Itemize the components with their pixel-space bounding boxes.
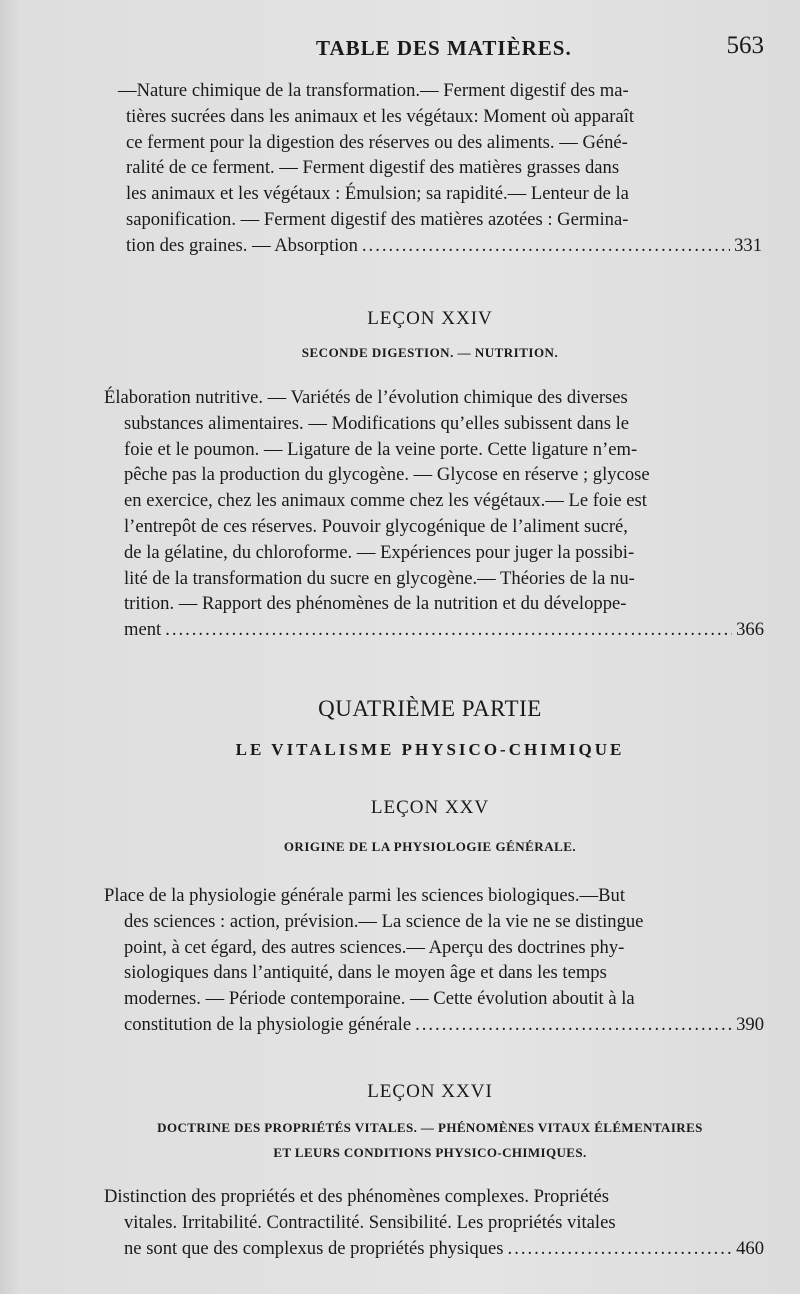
text-line: les animaux et les végétaux : Émulsion; sa rapidité.— Lenteur de la <box>126 183 629 205</box>
text-line: ralité de ce ferment. — Ferment digestif des matières grasses dans <box>126 157 620 179</box>
subheading-line: DOCTRINE DES PROPRIÉTÉS VITALES. — PHÉNOMÈNES VITAUX ÉLÉMENTAIRES <box>157 1120 703 1135</box>
text-line: lité de la transformation du sucre en glycogène.— Théories de la nu- <box>124 567 635 589</box>
text-line: tières sucrées dans les animaux et les végétaux: Moment où apparaît <box>126 105 635 127</box>
text-line: pêche pas la production du glycogène. — Glycose en réserve ; glycose <box>124 464 650 486</box>
lecon-heading: LEÇON XXV <box>370 797 490 818</box>
subheading-line: ET LEURS CONDITIONS PHYSICO-CHIMIQUES. <box>273 1145 587 1160</box>
text-line: vitales. Irritabilité. Contractilité. Sensibilité. Les propriétés vitales <box>124 1211 616 1233</box>
part-subheading: LE VITALISME PHYSICO-CHIMIQUE <box>235 740 625 759</box>
text-line: des sciences : action, prévision.— La science de la vie ne se distingue <box>124 910 644 932</box>
page-reference: 390 <box>736 1013 764 1035</box>
toc-line-with-page <box>104 617 764 643</box>
text-line: siologiques dans l’antiquité, dans le moyen âge et dans les temps <box>124 962 607 984</box>
dot-leader <box>362 233 730 259</box>
toc-entry-continuation <box>118 78 762 259</box>
text-line: ne sont que des complexus de propriétés physiques <box>124 1237 504 1259</box>
toc-line-with-page <box>126 233 762 259</box>
part-heading: QUATRIÈME PARTIE <box>318 696 542 721</box>
toc-line-with-page <box>104 1236 764 1262</box>
lecon-subheading: ORIGINE DE LA PHYSIOLOGIE GÉNÉRALE. <box>283 839 577 854</box>
dot-leader <box>508 1236 733 1262</box>
lecon-heading: LEÇON XXIV <box>367 308 493 329</box>
text-line: trition. — Rapport des phénomènes de la nutrition et du développe- <box>124 593 627 615</box>
text-line: constitution de la physiologie générale <box>124 1013 412 1035</box>
dot-leader <box>165 617 732 643</box>
text-line: Place de la physiologie générale parmi les sciences biologiques.—But <box>104 885 625 906</box>
toc-entry-lecon-26 <box>104 1184 764 1261</box>
text-line: l’entrepôt de ces réserves. Pouvoir glycogénique de l’aliment sucré, <box>124 515 628 537</box>
text-line: Distinction des propriétés et des phénomènes complexes. Propriétés <box>104 1186 610 1207</box>
text-line: saponification. — Ferment digestif des matières azotées : Germina- <box>126 208 629 230</box>
text-line: ce ferment pour la digestion des réserves ou des aliments. — Géné- <box>126 131 628 153</box>
text-line: modernes. — Période contemporaine. — Cette évolution aboutit à la <box>124 988 635 1010</box>
text-line: substances alimentaires. — Modifications qu’elles subissent dans le <box>124 412 630 434</box>
toc-entry-lecon-24 <box>104 385 764 643</box>
text-line: ment <box>124 619 162 641</box>
page-reference: 331 <box>734 234 762 256</box>
page-reference: 460 <box>736 1237 764 1259</box>
text-line: —Nature chimique de la transformation.— Ferment digestif des ma- <box>118 80 629 101</box>
text-line: foie et le poumon. — Ligature de la veine porte. Cette ligature n’em- <box>124 438 638 460</box>
text-line: de la gélatine, du chloroforme. — Expériences pour juger la possibi- <box>124 541 635 563</box>
running-header <box>0 32 800 66</box>
text-line: tion des graines. — Absorption <box>126 234 358 256</box>
text-line: point, à cet égard, des autres sciences.— Aperçu des doctrines phy- <box>124 936 625 958</box>
toc-line-with-page <box>104 1012 764 1038</box>
page-number: 563 <box>726 32 764 59</box>
lecon-subheading: SECONDE DIGESTION. — NUTRITION. <box>301 345 559 360</box>
text-line: en exercice, chez les animaux comme chez les végétaux.— Le foie est <box>124 490 647 512</box>
lecon-heading: LEÇON XXVI <box>367 1081 493 1102</box>
header-title: TABLE DES MATIÈRES. <box>316 36 572 60</box>
toc-entry-lecon-25 <box>104 883 764 1038</box>
page-reference: 366 <box>736 619 764 641</box>
lecon-subheading <box>100 1115 760 1165</box>
dot-leader <box>415 1012 732 1038</box>
text-line: Élaboration nutritive. — Variétés de l’évolution chimique des diverses <box>104 387 628 408</box>
